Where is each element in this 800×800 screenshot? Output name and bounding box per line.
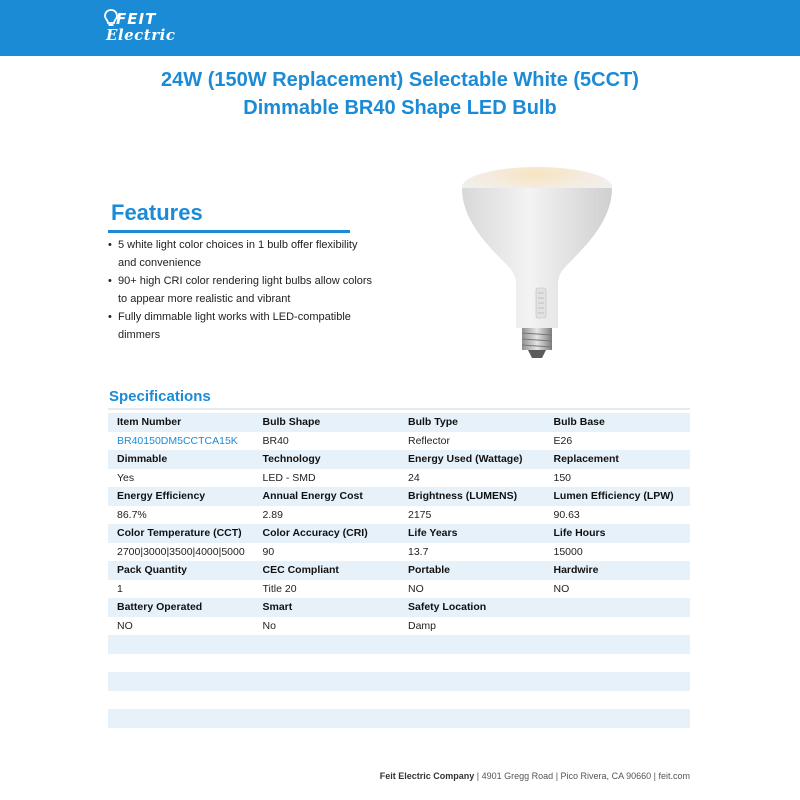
spec-value-cell: 90.63 <box>545 506 691 525</box>
spec-value-cell <box>545 728 691 747</box>
spec-label-cell: Color Accuracy (CRI) <box>254 524 400 543</box>
spec-label-cell: Smart <box>254 598 400 617</box>
footer <box>0 771 690 781</box>
spec-label-cell <box>399 635 545 654</box>
spec-value-cell: 86.7% <box>108 506 254 525</box>
spec-label-cell: Dimmable <box>108 450 254 469</box>
product-bulb-image <box>452 160 622 360</box>
specifications-divider <box>108 408 690 410</box>
spec-value-cell <box>254 728 400 747</box>
spec-label-cell <box>545 709 691 728</box>
spec-value-cell <box>254 691 400 710</box>
feit-electric-logo <box>104 8 184 48</box>
footer-company: Feit Electric Company <box>379 771 475 781</box>
footer-address: 4901 Gregg Road <box>481 771 554 781</box>
spec-label-row <box>108 709 690 728</box>
product-title-line-2: Dimmable BR40 Shape LED Bulb <box>243 97 557 119</box>
bullet-icon: • <box>108 311 112 323</box>
spec-value-cell: 15000 <box>545 543 691 562</box>
spec-value-cell: LED - SMD <box>254 469 400 488</box>
item-number-link[interactable]: BR40150DM5CCTCA15K <box>117 434 238 447</box>
spec-value-row <box>108 580 690 599</box>
spec-value-cell: Reflector <box>399 432 545 451</box>
spec-label-cell <box>399 672 545 691</box>
spec-value-cell: Title 20 <box>254 580 400 599</box>
spec-value-cell: NO <box>108 617 254 636</box>
spec-label-cell: Life Hours <box>545 524 691 543</box>
footer-separator: | <box>653 771 656 781</box>
spec-label-row <box>108 561 690 580</box>
specifications-table <box>108 413 690 746</box>
spec-label-cell: Brightness (LUMENS) <box>399 487 545 506</box>
spec-label-cell: Pack Quantity <box>108 561 254 580</box>
spec-label-cell <box>399 709 545 728</box>
spec-value-cell <box>108 654 254 673</box>
spec-value-cell: 2.89 <box>254 506 400 525</box>
features-list <box>108 236 373 344</box>
spec-label-cell <box>108 672 254 691</box>
spec-label-cell: Color Temperature (CCT) <box>108 524 254 543</box>
spec-value-cell: E26 <box>545 432 691 451</box>
logo-text-electric: Electric <box>106 26 176 44</box>
spec-value-cell: 90 <box>254 543 400 562</box>
spec-label-row <box>108 598 690 617</box>
spec-label-row <box>108 672 690 691</box>
spec-value-cell <box>108 432 254 451</box>
footer-separator: | <box>555 771 559 781</box>
footer-city: Pico Rivera, CA 90660 <box>560 771 652 781</box>
footer-website-link[interactable]: feit.com <box>658 771 690 781</box>
spec-value-cell: 150 <box>545 469 691 488</box>
spec-label-cell: Replacement <box>545 450 691 469</box>
spec-label-cell <box>108 635 254 654</box>
feature-item <box>108 308 373 344</box>
spec-value-row <box>108 506 690 525</box>
spec-value-cell <box>399 728 545 747</box>
spec-label-cell <box>108 709 254 728</box>
spec-label-cell: Lumen Efficiency (LPW) <box>545 487 691 506</box>
spec-value-row <box>108 728 690 747</box>
features-divider <box>108 230 350 233</box>
spec-label-cell: Energy Efficiency <box>108 487 254 506</box>
spec-label-row <box>108 413 690 432</box>
spec-label-cell <box>254 635 400 654</box>
spec-label-cell: Portable <box>399 561 545 580</box>
spec-value-cell: Damp <box>399 617 545 636</box>
specifications-heading: Specifications <box>109 388 211 405</box>
product-title-line-1: 24W (150W Replacement) Selectable White (5CCT) <box>161 69 639 91</box>
spec-label-cell: Battery Operated <box>108 598 254 617</box>
spec-label-cell: Life Years <box>399 524 545 543</box>
spec-value-row <box>108 654 690 673</box>
spec-value-cell: 1 <box>108 580 254 599</box>
spec-value-cell <box>399 691 545 710</box>
spec-value-cell: 24 <box>399 469 545 488</box>
spec-value-cell <box>545 691 691 710</box>
spec-value-cell: Yes <box>108 469 254 488</box>
spec-label-cell: Energy Used (Wattage) <box>399 450 545 469</box>
spec-value-row <box>108 469 690 488</box>
spec-value-cell: 2175 <box>399 506 545 525</box>
spec-label-cell: CEC Compliant <box>254 561 400 580</box>
feature-text: Fully dimmable light works with LED-compatible dimmers <box>118 311 351 341</box>
spec-value-cell: 2700|3000|3500|4000|5000 <box>108 543 254 562</box>
spec-label-row <box>108 450 690 469</box>
header-banner <box>0 0 800 56</box>
bullet-icon: • <box>108 275 112 287</box>
spec-value-cell: NO <box>399 580 545 599</box>
bullet-icon: • <box>108 239 112 251</box>
spec-label-cell: Bulb Base <box>545 413 691 432</box>
spec-label-cell: Item Number <box>108 413 254 432</box>
spec-label-row <box>108 487 690 506</box>
spec-label-cell <box>545 635 691 654</box>
spec-value-cell <box>399 654 545 673</box>
spec-value-cell <box>545 654 691 673</box>
spec-value-row <box>108 617 690 636</box>
spec-label-cell: Bulb Shape <box>254 413 400 432</box>
feature-item <box>108 272 373 308</box>
spec-value-cell <box>254 654 400 673</box>
feature-text: 90+ high CRI color rendering light bulbs allow colors to appear more realistic and vibrant <box>118 275 373 305</box>
logo-text-feit: FEIT <box>116 10 157 28</box>
spec-value-cell: 13.7 <box>399 543 545 562</box>
spec-label-cell: Technology <box>254 450 400 469</box>
spec-label-cell <box>545 598 691 617</box>
spec-value-cell: NO <box>545 580 691 599</box>
spec-value-cell: No <box>254 617 400 636</box>
spec-value-cell: BR40 <box>254 432 400 451</box>
spec-value-row <box>108 432 690 451</box>
spec-label-cell: Safety Location <box>399 598 545 617</box>
spec-label-cell <box>254 709 400 728</box>
spec-value-row <box>108 691 690 710</box>
spec-value-cell <box>108 691 254 710</box>
features-heading: Features <box>111 200 203 225</box>
product-title <box>0 66 800 122</box>
feature-item <box>108 236 373 272</box>
spec-label-cell: Hardwire <box>545 561 691 580</box>
feature-text: 5 white light color choices in 1 bulb offer flexibility and convenience <box>118 239 358 269</box>
spec-value-row <box>108 543 690 562</box>
spec-label-cell <box>254 672 400 691</box>
spec-value-cell <box>108 728 254 747</box>
spec-label-row <box>108 635 690 654</box>
spec-label-cell: Annual Energy Cost <box>254 487 400 506</box>
spec-label-cell: Bulb Type <box>399 413 545 432</box>
spec-label-cell <box>545 672 691 691</box>
spec-label-row <box>108 524 690 543</box>
footer-separator: | <box>476 771 480 781</box>
spec-value-cell <box>545 617 691 636</box>
